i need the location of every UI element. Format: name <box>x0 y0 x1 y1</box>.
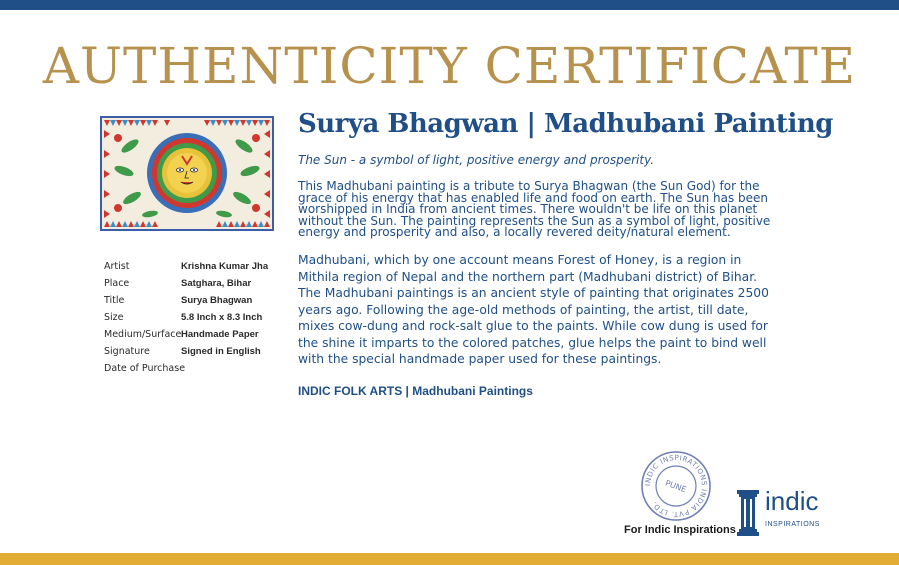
signoff-text: For Indic Inspirations <box>624 524 736 536</box>
artwork-tagline: The Sun - a symbol of light, positive energy and prosperity. <box>298 153 655 167</box>
detail-label: Signature <box>104 346 150 357</box>
detail-label: Size <box>104 312 124 323</box>
collection-link[interactable]: INDIC FOLK ARTS | Madhubani Paintings <box>298 384 533 398</box>
detail-label: Medium/Surface <box>104 329 182 340</box>
detail-label: Place <box>104 278 130 289</box>
detail-label: Title <box>104 295 125 306</box>
company-seal-stamp-icon <box>640 450 712 522</box>
surya-painting-image <box>100 116 274 231</box>
detail-value: Krishna Kumar Jha <box>181 261 269 272</box>
madhubani-history: Madhubani, which by one account means Forest of Honey, is a region in Mithila region of Nepal and the northern part (Madhubani district) of Bihar. The Madhubani paintings is an ancient style of painting that originates 2500 years ago. Following the age-old methods of painting, the artist, till date, mixes cow-dung and rock-salt glue to the paints. While cow dung is used for the shine it imparts to the colored patches, glue helps the paint to bind well with the special handmade paper used for these paintings. <box>298 253 769 366</box>
top-border-bar <box>0 0 899 10</box>
bottom-border-bar <box>0 553 899 565</box>
detail-value: Satghara, Bihar <box>181 278 252 289</box>
logo-subtitle: INSPIRATIONS <box>765 521 820 528</box>
artwork-heading: Surya Bhagwan | Madhubani Painting <box>298 109 833 139</box>
detail-value: Surya Bhagwan <box>181 295 253 306</box>
detail-value: Handmade Paper <box>181 329 259 340</box>
certificate-title: AUTHENTICITY CERTIFICATE <box>42 37 857 95</box>
detail-label: Artist <box>104 261 130 272</box>
detail-label: Date of Purchase <box>104 363 186 374</box>
stamp-ring-text: INDIC INSPIRATIONS INDIA PVT. LTD. <box>643 453 709 519</box>
detail-value: Signed in English <box>181 346 261 357</box>
detail-value: 5.8 Inch x 8.3 Inch <box>181 312 263 323</box>
artwork-description: This Madhubani painting is a tribute to Surya Bhagwan (the Sun God) for the grace of his energy that has enabled life and food on earth. The Sun has been worshipped in India from ancient times. There wouldn't be life on this planet without the Sun. The painting represents the Sun as a symbol of light, positive energy and prosperity and also, a locally revered deity/natural element. <box>298 179 771 239</box>
stamp-city: PUNE <box>664 478 688 495</box>
logo-word: indic <box>765 486 819 516</box>
